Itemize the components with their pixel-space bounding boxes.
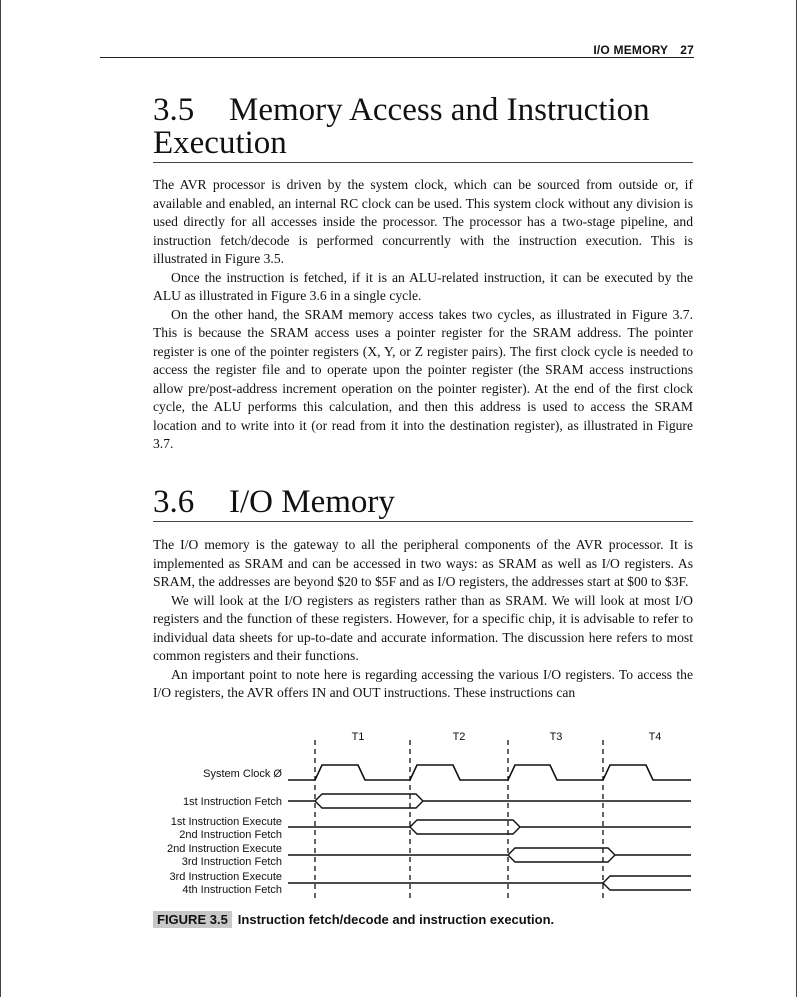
section-title: I/O Memory (229, 484, 395, 520)
signal-label-exec1: 1st Instruction Execute (170, 816, 282, 828)
paragraph: An important point to note here is regarding accessing the various I/O registers. To access the I/O registers, the AVR offers IN and OUT instructions. These instructions can (153, 666, 693, 700)
paragraph: On the other hand, the SRAM memory access takes two cycles, as illustrated in Figure 3.7. This is because the SRAM access uses a pointer register for the SRAM address. The pointer register is one of the pointer registers (X, Y, or Z register pairs). The first clock cycle is needed to access the register file and to operate upon the pointer register (the SRAM access instructions allow pre/post-address increment operation on the pointer register). At the end of the first clock cycle, the ALU performs this calculation, and then this address is used to access the SRAM location and to write into it (or read from it into the destination register), as illustrated in Figure 3.7. (153, 306, 693, 451)
cycle-label-t3: T3 (549, 731, 563, 743)
waveform-exec3-fetch4 (288, 876, 691, 890)
signal-label-fetch4: 4th Instruction Fetch (182, 884, 282, 896)
signal-label-fetch2: 2nd Instruction Fetch (179, 829, 282, 841)
cycle-label-t4: T4 (648, 731, 662, 743)
running-header-title: I/O MEMORY (593, 43, 669, 57)
paragraph: The I/O memory is the gateway to all the peripheral components of the AVR processor. It is implemented as SRAM and can be accessed in two ways: as SRAM as well as I/O registers. As SRAM, the addresses are beyond $20 to $5F and as I/O registers, the addresses start at $00 to $3F. (153, 537, 693, 589)
section-number: 3.6 (153, 484, 195, 520)
section-heading-3-5 (153, 94, 693, 163)
paragraph: Once the instruction is fetched, if it is an ALU-related instruction, it can be executed by the ALU as illustrated in Figure 3.6 in a single cycle. (153, 269, 693, 303)
cycle-label-t2: T2 (452, 731, 466, 743)
timing-diagram-svg (150, 725, 710, 905)
signal-label-fetch3: 3rd Instruction Fetch (181, 856, 282, 868)
page-number: 27 (680, 43, 694, 57)
section-3-6-body (153, 536, 693, 703)
signal-label-clock: System Clock Ø (203, 768, 282, 780)
signal-label-fetch1: 1st Instruction Fetch (182, 796, 282, 808)
waveform-fetch1 (288, 794, 691, 808)
cycle-label-t1: T1 (351, 731, 365, 743)
page-edge-left (0, 0, 1, 997)
section-number: 3.5 (153, 92, 195, 128)
paragraph: We will look at the I/O registers as registers rather than as SRAM. We will look at most I/O registers and the function of these registers. However, for a specific chip, it is advisable to refer to individual data sheets for up-to-date and accurate information. The discussion here refers to most common registers and their functions. (153, 592, 693, 663)
waveform-exec2-fetch3 (288, 848, 691, 862)
clock-waveform (288, 765, 691, 780)
section-heading-3-6 (153, 486, 693, 522)
timing-diagram (150, 725, 710, 905)
figure-caption-text: Instruction fetch/decode and instruction execution. (237, 912, 555, 927)
running-header (100, 43, 694, 58)
figure-caption (153, 912, 554, 927)
section-title: Memory Access and Instruction Execution (153, 92, 650, 161)
figure-label: FIGURE 3.5 (153, 911, 232, 928)
paragraph: The AVR processor is driven by the system clock, which can be sourced from outside or, if available and enabled, an internal RC clock can be used. This system clock without any division is used directly for all accesses inside the processor. The processor has a two-stage pipeline, and instruction fetch/decode is performed concurrently with the instruction execution. This is illustrated in Figure 3.5. (153, 177, 693, 266)
section-3-5-body (153, 176, 693, 454)
signal-label-exec2: 2nd Instruction Execute (167, 843, 282, 855)
waveform-exec1-fetch2 (288, 820, 691, 834)
signal-label-exec3: 3rd Instruction Execute (169, 871, 282, 883)
